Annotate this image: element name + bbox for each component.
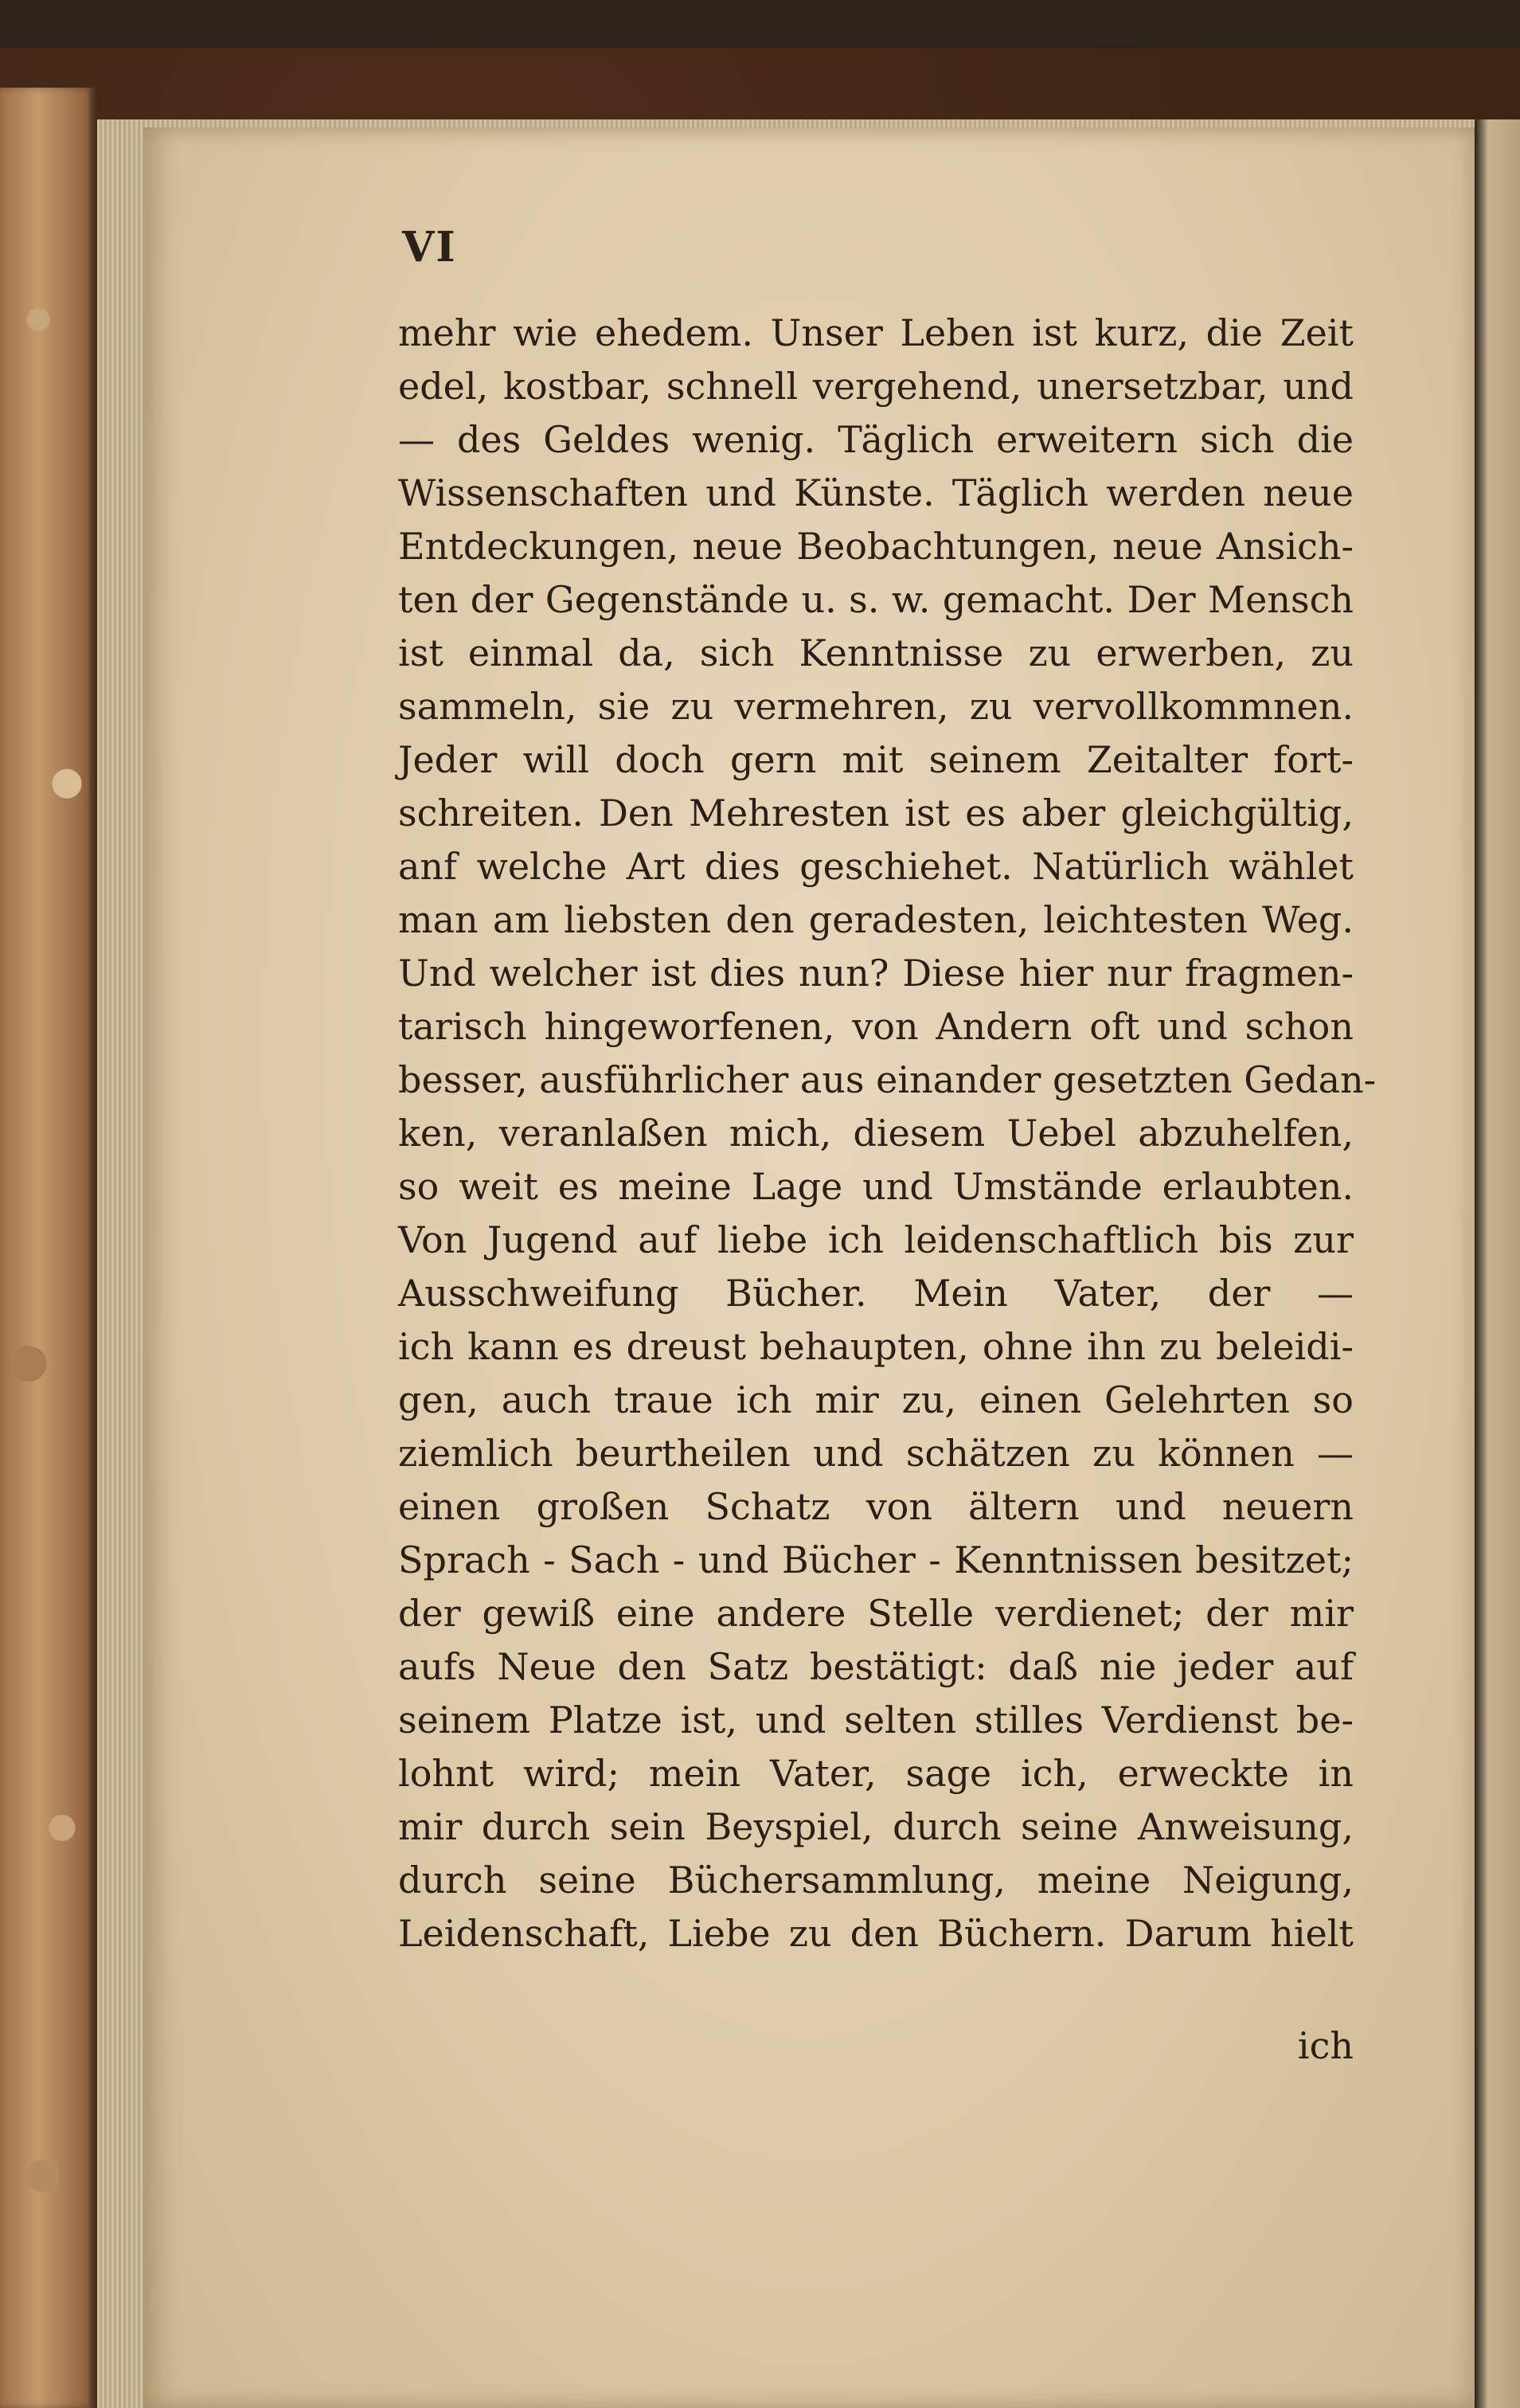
text-line: mehr wie ehedem. Unser Leben ist kurz, die Zeit — [398, 311, 1354, 354]
text-line: schreiten. Den Mehresten ist es aber gleichgültig, — [398, 792, 1354, 835]
text-line: sammeln, sie zu vermehren, zu vervollkommnen. — [398, 685, 1354, 728]
text-line: durch seine Büchersammlung, meine Neigung, — [398, 1859, 1354, 1902]
text-line: gen, auch traue ich mir zu, einen Gelehrten so — [398, 1378, 1354, 1421]
catchword: ich — [1297, 2024, 1354, 2067]
text-line: ziemlich beurtheilen und schätzen zu können — — [398, 1432, 1354, 1475]
text-line: — des Geldes wenig. Täglich erweitern sich die — [398, 418, 1354, 461]
text-line: Jeder will doch gern mit seinem Zeitalter fort- — [398, 738, 1354, 781]
text-line: Sprach - Sach - und Bücher - Kenntnissen besitzet; — [398, 1538, 1354, 1581]
page-number: VI — [402, 223, 457, 272]
text-line: ken, veranlaßen mich, diesem Uebel abzuhelfen, — [398, 1112, 1354, 1155]
text-line: der gewiß eine andere Stelle verdienet; der mir — [398, 1592, 1354, 1635]
text-line: besser, ausführlicher aus einander gesetzten Gedan- — [398, 1058, 1377, 1101]
body-text — [398, 307, 1377, 1960]
text-line: Und welcher ist dies nun? Diese hier nur fragmen- — [398, 952, 1354, 995]
text-line: Entdeckungen, neue Beobachtungen, neue Ansich- — [398, 525, 1354, 568]
text-line: aufs Neue den Satz bestätigt: daß nie jeder auf — [398, 1645, 1354, 1688]
text-line: anf welche Art dies geschiehet. Natürlich wählet — [398, 845, 1354, 888]
text-line: Ausschweifung Bücher. Mein Vater, der — — [398, 1272, 1354, 1315]
text-line: Wissenschaften und Künste. Täglich werden neue — [398, 471, 1354, 514]
text-line: edel, kostbar, schnell vergehend, unersetzbar, und — [398, 365, 1354, 408]
text-line: einen großen Schatz von ältern und neuern — [398, 1485, 1354, 1528]
marbled-board — [0, 88, 96, 2408]
text-line: seinem Platze ist, und selten stilles Verdienst be- — [398, 1698, 1354, 1742]
board-edge — [89, 88, 97, 2408]
adjacent-page-edge — [1475, 119, 1520, 2408]
text-line: Von Jugend auf liebe ich leidenschaftlich bis zur — [398, 1218, 1354, 1261]
text-line: mir durch sein Beyspiel, durch seine Anweisung, — [398, 1805, 1354, 1848]
text-line: man am liebsten den geradesten, leichtesten Weg. — [398, 898, 1354, 941]
text-line: ten der Gegenstände u. s. w. gemacht. Der Mensch — [398, 578, 1354, 621]
text-line: lohnt wird; mein Vater, sage ich, erweckte in — [398, 1752, 1354, 1795]
text-line: tarisch hingeworfenen, von Andern oft und schon — [398, 1005, 1354, 1048]
text-line: so weit es meine Lage und Umstände erlaubten. — [398, 1165, 1354, 1208]
text-line: ich kann es dreust behaupten, ohne ihn zu beleidi- — [398, 1325, 1354, 1368]
text-line: ist einmal da, sich Kenntnisse zu erwerben, zu — [398, 631, 1354, 674]
text-line: Leidenschaft, Liebe zu den Büchern. Darum hielt — [398, 1912, 1354, 1955]
